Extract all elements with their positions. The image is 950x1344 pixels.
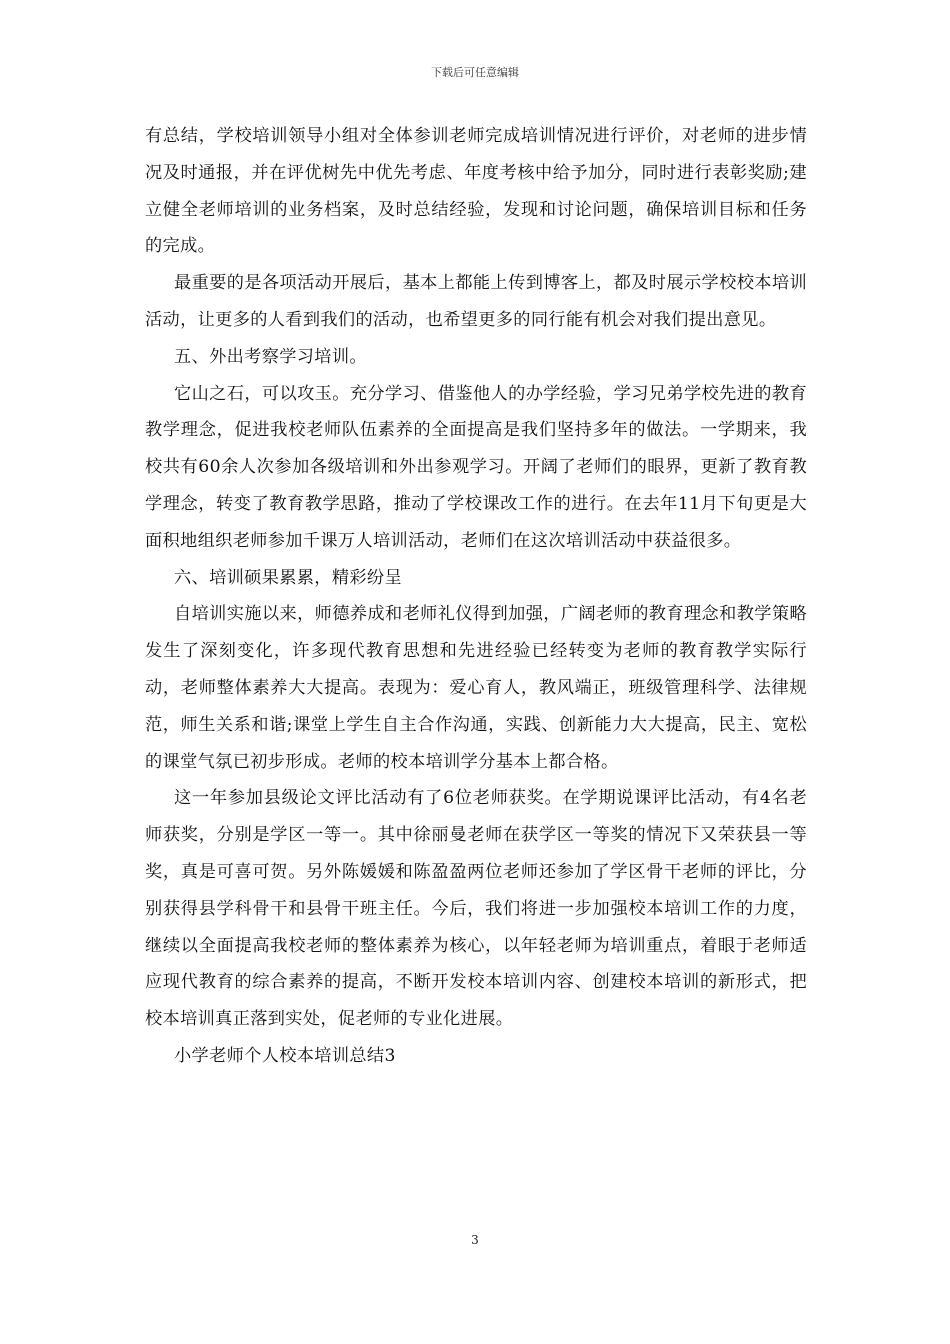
paragraph-assessment: 有总结，学校培训领导小组对全体参训老师完成培训情况进行评价，对老师的进步情况及时通报，并在评优树先中优先考虑、年度考核中给予加分，同时进行表彰奖励;建立健全老师培训的业务档案，及时总结经验，发现和讨论问题，确保培训目标和任务的完成。 <box>145 126 807 257</box>
document-body <box>145 118 807 1075</box>
paragraph-training-results: 自培训实施以来，师德养成和老师礼仪得到加强，广阔老师的教育理念和教学策略发生了深刻变化，许多现代教育思想和先进经验已经转变为老师的教育教学实际行动，老师整体素养大大提高。表现为：爱心育人，教风端正，班级管理科学、法律规范，师生关系和谐;课堂上学生自主合作沟通，实践、创新能力大大提高，民主、宽松的课堂气氛已初步形成。老师的校本培训学分基本上都合格。 <box>145 604 807 772</box>
page-number: 3 <box>471 1233 479 1247</box>
section-heading-summary-3: 小学老师个人校本培训总结3 <box>174 1045 396 1066</box>
paragraph-awards: 这一年参加县级论文评比活动有了6位老师获奖。在学期说课评比活动，有4名老师获奖，分别是学区一等一。其中徐丽曼老师在获学区一等奖的情况下又荣获县一等奖，真是可喜可贺。另外陈媛媛和陈盈盈两位老师还参加了学区骨干老师的评比，分别获得县学科骨干和县骨干班主任。今后，我们将进一步加强校本培训工作的力度，继续以全面提高我校老师的整体素养为核心，以年轻老师为培训重点，着眼于老师适应现代教育的综合素养的提高，不断开发校本培训内容、创建校本培训的新形式，把校本培训真正落到实处，促老师的专业化进展。 <box>145 788 807 1030</box>
page-header-note: 下载后可任意编辑 <box>431 66 519 79</box>
paragraph-blog-display: 最重要的是各项活动开展后，基本上都能上传到博客上，都及时展示学校校本培训活动，让更多的人看到我们的活动，也希望更多的同行能有机会对我们提出意见。 <box>145 273 807 330</box>
section-heading-training-results: 六、培训硕果累累，精彩纷呈 <box>174 567 402 588</box>
section-heading-external-training: 五、外出考察学习培训。 <box>174 346 367 367</box>
paragraph-external-training: 它山之石，可以攻玉。充分学习、借鉴他人的办学经验，学习兄弟学校先进的教育教学理念，促进我校老师队伍素养的全面提高是我们坚持多年的做法。一学期来，我校共有60余人次参加各级培训和外出参观学习。开阔了老师们的眼界，更新了教育教学理念，转变了教育教学思路，推动了学校课改工作的进行。在去年11月下旬更是大面积地组织老师参加千课万人培训活动，老师们在这次培训活动中获益很多。 <box>145 383 807 551</box>
